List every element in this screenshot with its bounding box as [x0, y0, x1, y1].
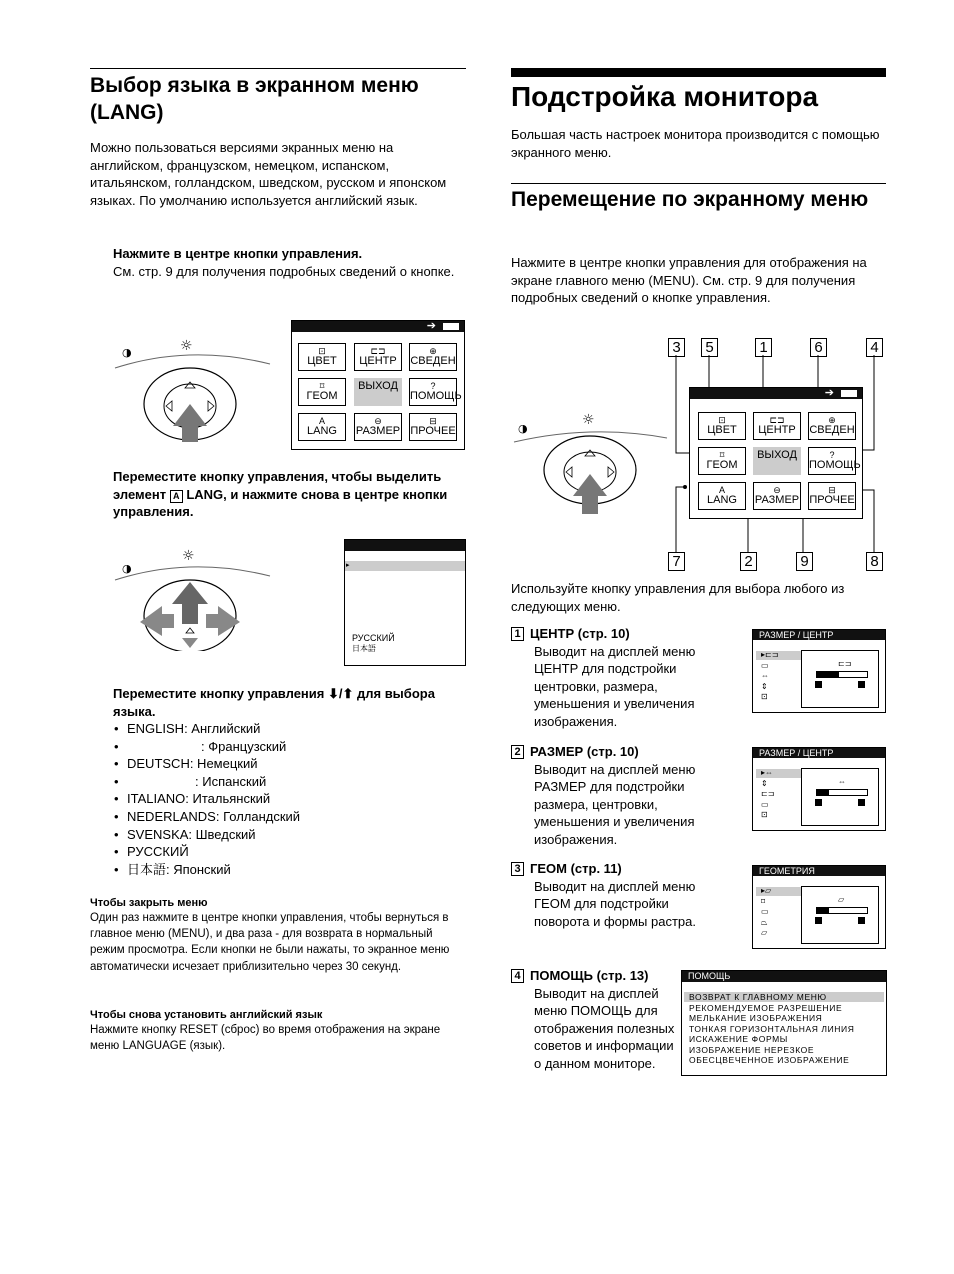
svg-text:◑: ◑: [122, 562, 132, 575]
geometry-icon: ⌑: [719, 450, 725, 460]
list-item: • ENGLISH: Английский: [114, 720, 464, 738]
osd-tile-convergence[interactable]: ⊕ СВЕДЕН: [409, 343, 457, 371]
item-number: 3: [511, 862, 524, 876]
navigation-heading: Перемещение по экранному меню: [511, 188, 869, 211]
osd-title-bar: [292, 321, 464, 332]
adjust-panel: [801, 650, 879, 708]
help-topic[interactable]: ОБЕСЦВЕЧЕННОЕ ИЗОБРАЖЕНИЕ: [689, 1055, 850, 1065]
convergence-icon: ⊕: [429, 346, 437, 356]
help-icon: ?: [829, 450, 835, 460]
plus-icon: [858, 681, 865, 688]
menu-item-geometry: 3 ГЕОМ (стр. 11) Выводит на дисплей меню ГЕОМ для подстройки поворота и формы растра.: [511, 860, 726, 930]
list-item: • РУССКИЙ: [114, 843, 464, 861]
callout-number: 2: [740, 552, 757, 571]
convergence-icon: ⊕: [828, 415, 836, 425]
size-menu-screenshot: РАЗМЕР / ЦЕНТР ▸⇔ ⇕ ⊏⊐ ▭ ⊡ ⇔: [752, 747, 886, 831]
item-number: 4: [511, 969, 524, 983]
minus-icon: [815, 681, 822, 688]
language-option-russian[interactable]: РУССКИЙ: [352, 633, 395, 643]
title-bar-rule: [511, 68, 886, 77]
item-number: 1: [511, 627, 524, 641]
osd-tile-center[interactable]: ⊏⊐ ЦЕНТР: [354, 343, 402, 371]
option-icon: ⊟: [828, 485, 836, 495]
language-list: [114, 720, 464, 878]
osd-tile-size[interactable]: ⊖ РАЗМЕР: [753, 482, 801, 510]
svg-text:◑: ◑: [518, 422, 528, 435]
menu-icon-column: ▸⇔ ⇕ ⊏⊐ ▭ ⊡: [761, 768, 775, 819]
help-topic[interactable]: МЕЛЬКАНИЕ ИЗОБРАЖЕНИЯ: [689, 1013, 823, 1023]
close-menu-title: Чтобы закрыть меню: [90, 897, 208, 909]
control-button-press-diagram: [110, 334, 275, 444]
center-menu-screenshot: РАЗМЕР / ЦЕНТР ▸⊏⊐ ▭ ⇔ ⇕ ⊡ ⊏⊐: [752, 629, 886, 713]
level-bar: [816, 671, 868, 678]
help-icon: ?: [430, 381, 436, 391]
rotation-icon: ▱: [838, 895, 845, 904]
close-menu-text: Один раз нажмите в центре кнопки управления, чтобы вернуться в главное меню (MENU), и два раза - для возврата в нормальный режим просмотра. Если кнопки не были нажаты, то экранное меню автоматически исчезает приблизительно через 30 секунд.: [90, 912, 450, 973]
adjust-intro: Большая часть настроек монитора производится с помощью экранного меню.: [511, 127, 880, 160]
osd-tile-convergence[interactable]: ⊕ СВЕДЕН: [808, 412, 856, 440]
item-number: 2: [511, 745, 524, 759]
color-icon: ⊡: [718, 415, 726, 425]
option-icon: ⊟: [429, 416, 437, 426]
callout-number: 6: [810, 338, 827, 357]
menu-item-size: 2 РАЗМЕР (стр. 10) Выводит на дисплей меню РАЗМЕР для подстройки размера, центровки, уменьшения и увеличения изображения.: [511, 743, 726, 848]
osd-language-menu: [344, 539, 466, 666]
arrow-right-icon: ➔: [824, 387, 834, 399]
callout-number: 8: [866, 552, 883, 571]
lang-heading: Выбор языка в экранном меню (LANG): [90, 74, 419, 124]
callout-number: 5: [701, 338, 718, 357]
callout-number: 9: [796, 552, 813, 571]
osd-tile-geometry[interactable]: ⌑ ГЕОМ: [298, 378, 346, 406]
size-icon: ⊖: [773, 485, 781, 495]
center-icon: ⊏⊐: [769, 415, 785, 425]
step1: [113, 245, 463, 280]
list-item: • NEDERLANDS: Голландский: [114, 808, 464, 826]
osd-tile-option[interactable]: ⊟ ПРОЧЕЕ: [409, 413, 457, 441]
reset-text: Нажмите кнопку RESET (сброс) во время отображения на экране меню LANGUAGE (язык).: [90, 1024, 441, 1053]
osd-tile-color[interactable]: ⊡ ЦВЕТ: [698, 412, 746, 440]
right-section-rule: [511, 183, 886, 184]
osd-tile-exit[interactable]: ВЫХОД: [354, 378, 402, 406]
navigation-text: Нажмите в центре кнопки управления для отображения на экране главного меню (MENU). См. стр. 9 для получения подробных сведений о кнопке управления.: [511, 255, 867, 305]
step3-bold: Переместите кнопку управления ⬇/⬆ для выбора языка.: [113, 686, 435, 719]
osd-tile-help[interactable]: ? ПОМОЩЬ: [409, 378, 457, 406]
osd-tile-geometry[interactable]: ⌑ ГЕОМ: [698, 447, 746, 475]
center-icon: ⊏⊐: [370, 346, 386, 356]
level-bar: [816, 907, 868, 914]
list-item: • ITALIANO: Итальянский: [114, 790, 464, 808]
svg-text:◑: ◑: [122, 346, 132, 359]
osd-tile-lang[interactable]: A LANG: [698, 482, 746, 510]
lang-icon: A: [718, 485, 725, 495]
osd-tile-option[interactable]: ⊟ ПРОЧЕЕ: [808, 482, 856, 510]
input-indicator: [841, 390, 857, 397]
use-text: Используйте кнопку управления для выбора любого из следующих меню.: [511, 581, 845, 614]
arrow-right-icon: ➔: [426, 320, 436, 332]
osd-tile-color[interactable]: ⊡ ЦВЕТ: [298, 343, 346, 371]
level-bar: [816, 789, 868, 796]
help-topic[interactable]: ВОЗВРАТ К ГЛАВНОМУ МЕНЮ: [689, 992, 827, 1002]
menu-item-center: 1 ЦЕНТР (стр. 10) Выводит на дисплей меню ЦЕНТР для подстройки центровки, размера, уменьшения и увеличения изображения.: [511, 625, 726, 730]
left-top-rule: [90, 68, 466, 69]
svg-text:☼: ☼: [182, 548, 195, 564]
adjust-panel: [801, 886, 879, 944]
menu-icon-column: ▸⊏⊐ ▭ ⇔ ⇕ ⊡: [761, 650, 779, 701]
callout-number: 7: [668, 552, 685, 571]
list-item: • : Испанский: [114, 773, 464, 791]
osd-tile-help[interactable]: ? ПОМОЩЬ: [808, 447, 856, 475]
minus-icon: [815, 917, 822, 924]
control-button-move-diagram: [110, 546, 275, 651]
svg-text:☼: ☼: [180, 338, 193, 354]
help-menu-screenshot: ПОМОЩЬ ВОЗВРАТ К ГЛАВНОМУ МЕНЮ РЕКОМЕНДУЕМОЕ РАЗРЕШЕНИЕ МЕЛЬКАНИЕ ИЗОБРАЖЕНИЯ ТОНКАЯ ГОРИЗОНТАЛЬНАЯ ЛИНИЯ ИСКАЖЕНИЕ ФОРМЫ ИЗОБРАЖЕНИЕ НЕРЕЗКОЕ ОБЕСЦВЕЧЕННОЕ ИЗОБРАЖЕНИЕ: [681, 970, 887, 1076]
menu-item-help: 4 ПОМОЩЬ (стр. 13) Выводит на дисплей меню ПОМОЩЬ для отображения полезных советов и информации о данном мониторе.: [511, 967, 676, 1072]
geometry-menu-screenshot: ГЕОМЕТРИЯ ▸▱ ⌑ ▭ ⏢ ⏥ ▱: [752, 865, 886, 949]
lang-intro: Можно пользоваться версиями экранных меню на английском, французском, немецком, испанском, итальянском, голландском, шведском, русском и японском языках. По умолчанию используется английский язык.: [90, 140, 447, 208]
help-topics: [689, 992, 855, 1066]
list-item: • : Французский: [114, 738, 464, 756]
page-title: Подстройка монитора: [511, 81, 819, 112]
callout-number: 1: [755, 338, 772, 357]
svg-text:☼: ☼: [582, 412, 595, 428]
lang-icon: A: [170, 490, 183, 503]
reset-title: Чтобы снова установить английский язык: [90, 1009, 323, 1021]
osd-tile-lang[interactable]: A LANG: [298, 413, 346, 441]
language-option-japanese[interactable]: 日本語: [352, 644, 376, 653]
input-indicator: [443, 323, 459, 330]
color-icon: ⊡: [318, 346, 326, 356]
list-item: • 日本語: Японский: [114, 861, 464, 879]
osd-main-menu-2: [689, 387, 863, 519]
pointer-icon: ▸: [346, 562, 350, 569]
menu-icon-column: ▸▱ ⌑ ▭ ⏢ ⏥: [761, 886, 772, 937]
plus-icon: [858, 917, 865, 924]
osd-tile-center[interactable]: ⊏⊐ ЦЕНТР: [753, 412, 801, 440]
step1-bold: Нажмите в центре кнопки управления.: [113, 246, 363, 261]
plus-icon: [858, 799, 865, 806]
control-button-press-diagram-2: [512, 404, 672, 519]
lang-icon: A: [318, 416, 325, 426]
osd-tile-size[interactable]: ⊖ РАЗМЕР: [354, 413, 402, 441]
geometry-icon: ⌑: [319, 381, 325, 391]
minus-icon: [815, 799, 822, 806]
language-selection-bar[interactable]: [345, 561, 465, 571]
help-topic[interactable]: ТОНКАЯ ГОРИЗОНТАЛЬНАЯ ЛИНИЯ: [689, 1023, 855, 1034]
help-topic[interactable]: ИСКАЖЕНИЕ ФОРМЫ: [689, 1034, 788, 1044]
callout-number: 3: [668, 338, 685, 357]
osd-title-bar: [345, 540, 465, 551]
osd-tile-exit[interactable]: ВЫХОД: [753, 447, 801, 475]
help-topic[interactable]: РЕКОМЕНДУЕМОЕ РАЗРЕШЕНИЕ: [689, 1002, 843, 1013]
adjust-panel: [801, 768, 879, 826]
size-icon: ⇔: [838, 777, 846, 786]
center-icon: ⊏⊐: [838, 659, 852, 668]
osd-main-menu-1: [291, 320, 465, 450]
list-item: • DEUTSCH: Немецкий: [114, 755, 464, 773]
list-item: • SVENSKA: Шведский: [114, 826, 464, 844]
size-icon: ⊖: [374, 416, 382, 426]
help-topic[interactable]: ИЗОБРАЖЕНИЕ НЕРЕЗКОЕ: [689, 1044, 815, 1055]
step2: Переместите кнопку управления, чтобы выделить элемент A LANG, и нажмите снова в центре кнопки управления.: [113, 469, 448, 519]
step1-text: См. стр. 9 для получения подробных сведений о кнопке.: [113, 263, 455, 279]
callout-number: 4: [866, 338, 883, 357]
osd-title-bar: [690, 388, 862, 399]
